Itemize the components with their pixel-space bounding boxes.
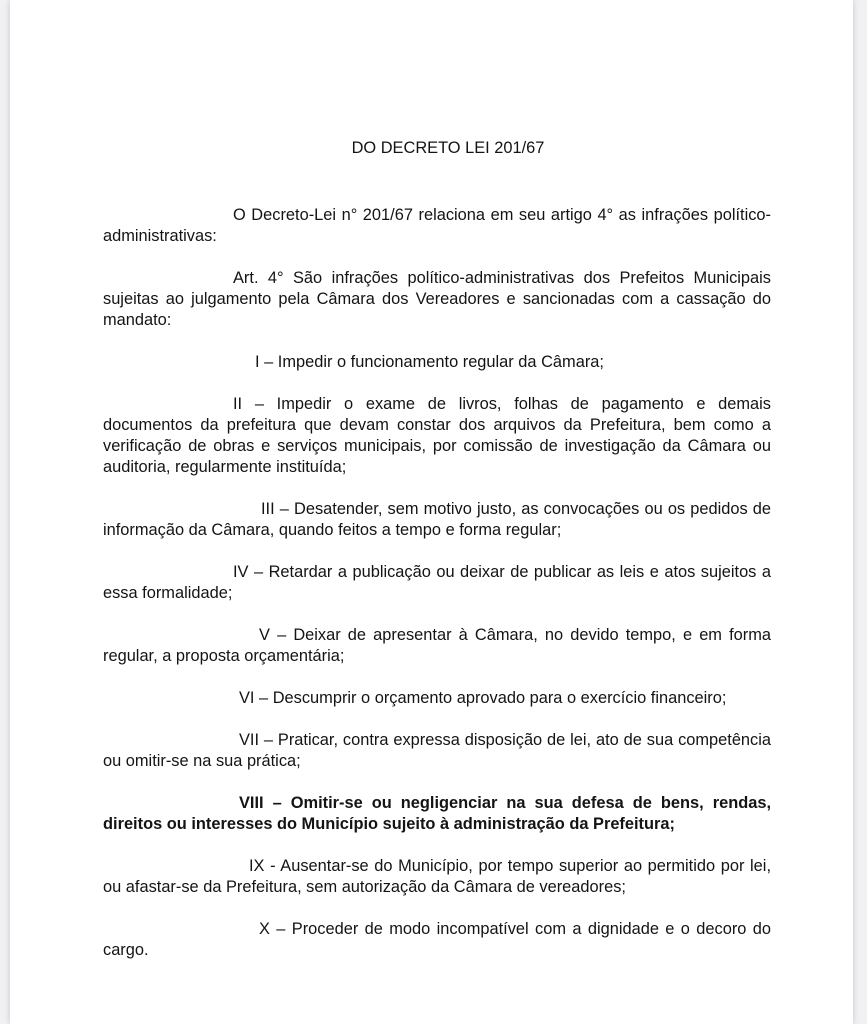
document-page [10, 0, 853, 1024]
document-body [103, 138, 771, 982]
item-ii: II – Impedir o exame de livros, folhas de pagamento e demais documentos da prefeitura que devam constar dos arquivos da Prefeitura, bem como a verificação de obras e serviços municipais, por comissão de investigação da Câmara ou auditoria, regularmente instituída; [103, 395, 771, 476]
item-vii: VII – Praticar, contra expressa disposição de lei, ato de sua competência ou omitir-se na sua prática; [103, 731, 771, 770]
item-vi: VI – Descumprir o orçamento aprovado para o exercício financeiro; [239, 689, 727, 707]
item-iii: III – Desatender, sem motivo justo, as convocações ou os pedidos de informação da Câmara, quando feitos a tempo e forma regular; [103, 500, 771, 539]
intro-paragraph: O Decreto-Lei n° 201/67 relaciona em seu artigo 4° as infrações político-administrativas: [103, 206, 771, 245]
item-viii: VIII – Omitir-se ou negligenciar na sua defesa de bens, rendas, direitos ou interesses do Município sujeito à administração da Prefeitura; [103, 794, 771, 833]
article-paragraph: Art. 4° São infrações político-administrativas dos Prefeitos Municipais sujeitas ao julgamento pela Câmara dos Vereadores e sancionadas com a cassação do mandato: [103, 269, 771, 329]
item-ix: IX - Ausentar-se do Município, por tempo superior ao permitido por lei, ou afastar-se da Prefeitura, sem autorização da Câmara de vereadores; [103, 857, 771, 896]
item-x: X – Proceder de modo incompatível com a dignidade e o decoro do cargo. [103, 920, 771, 959]
item-i: I – Impedir o funcionamento regular da Câmara; [255, 353, 604, 371]
document-title: DO DECRETO LEI 201/67 [351, 139, 545, 157]
item-iv: IV – Retardar a publicação ou deixar de publicar as leis e atos sujeitos a essa formalidade; [103, 563, 771, 602]
item-v: V – Deixar de apresentar à Câmara, no devido tempo, e em forma regular, a proposta orçamentária; [103, 626, 771, 665]
